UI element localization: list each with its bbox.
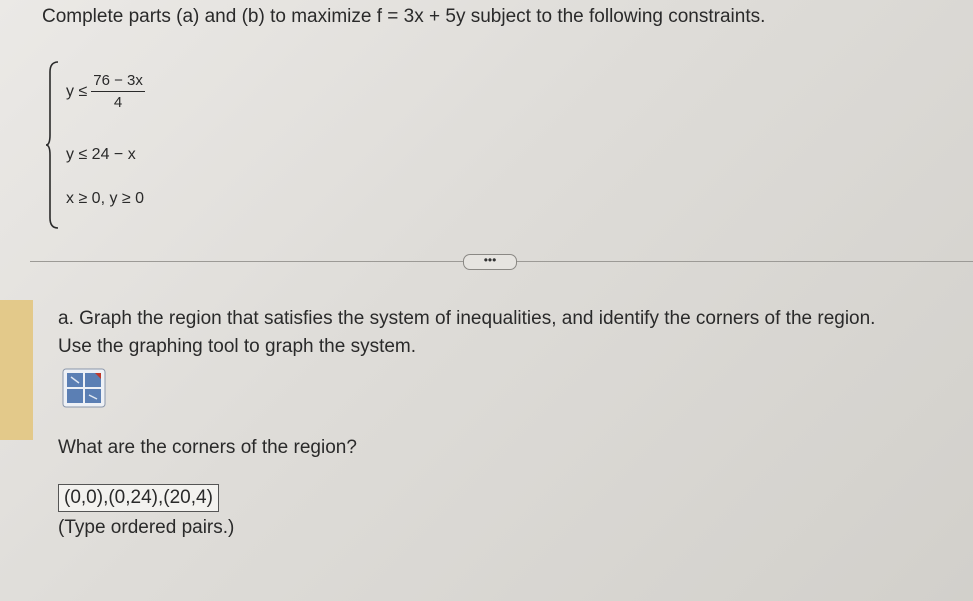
left-accent-strip [0,300,33,440]
constraint-1-numerator: 76 − 3x [91,72,145,92]
constraint-2: y ≤ 24 − x [66,146,136,163]
answer-hint: (Type ordered pairs.) [58,517,235,538]
graphing-tool-icon[interactable] [62,368,106,408]
constraint-1-fraction [91,72,145,111]
part-a-prompt: a. Graph the region that satisfies the system of inequalities, and identify the corners of the region. [58,308,876,329]
constraint-1-lhs: y ≤ [66,82,88,100]
corners-question: What are the corners of the region? [58,437,357,458]
corners-answer-field[interactable]: (0,0),(0,24),(20,4) [58,484,219,512]
constraint-1 [66,72,145,111]
constraint-3: x ≥ 0, y ≥ 0 [66,190,145,207]
left-brace [46,60,60,230]
problem-statement: Complete parts (a) and (b) to maximize f = 3x + 5y subject to the following constraints. [42,6,766,27]
show-more-button[interactable]: ••• [463,254,517,270]
graph-instruction: Use the graphing tool to graph the system. [58,336,417,357]
constraint-1-denominator: 4 [113,94,123,111]
